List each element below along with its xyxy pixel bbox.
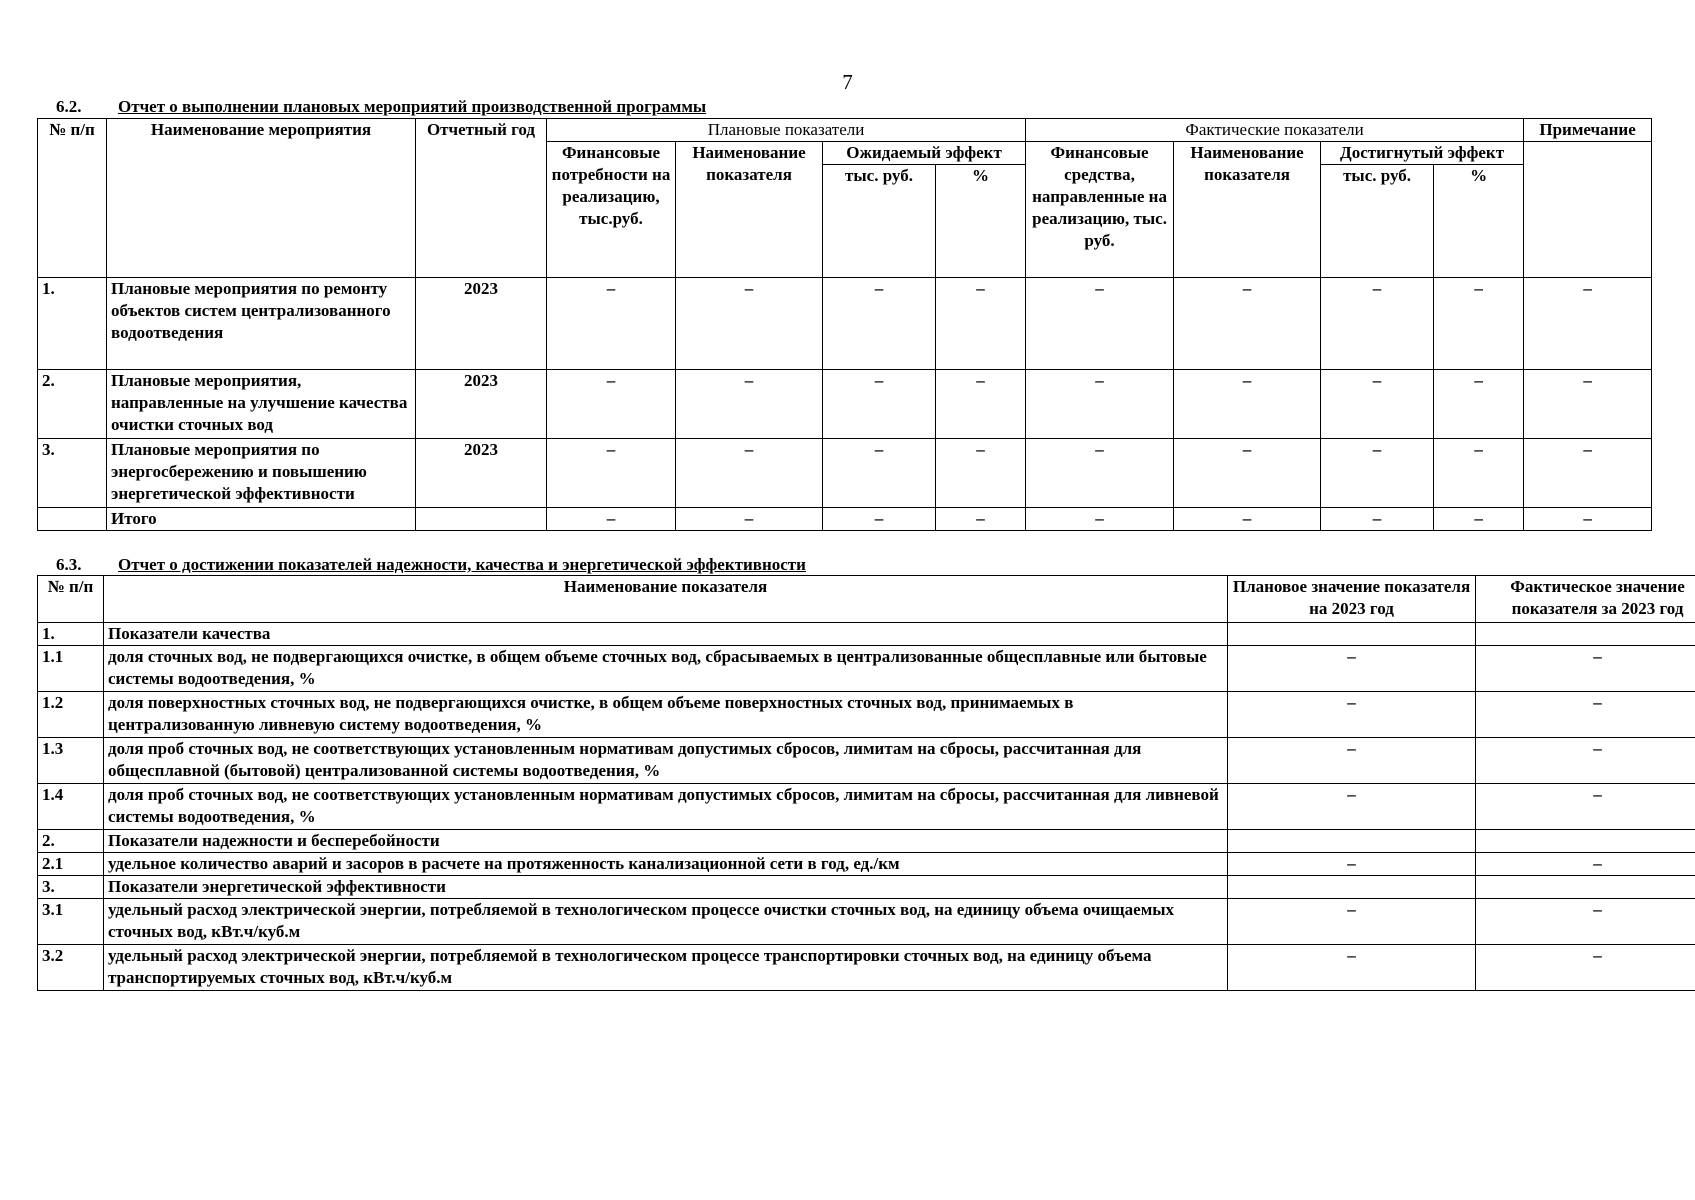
cell-value: – [936,370,1026,439]
row-plan [1228,623,1476,646]
cell-value: – [1174,508,1321,531]
row-indicator-name: доля проб сточных вод, не соответствующих установленным нормативам допустимых сбросов, лимитам на сбросы, рассчитанная для общесплавной (бытовой) централизованной системы водоотведения, % [104,738,1228,784]
cell-value: – [1321,278,1434,370]
header-expected-effect: Ожидаемый эффект [823,142,1026,165]
cell-value: – [936,439,1026,508]
header-fin-needs: Финансовые потребности на реализацию, тыс.руб. [547,142,676,278]
row-plan [1228,876,1476,899]
total-label: Итого [107,508,416,531]
header-num: № п/п [38,119,107,278]
row-plan: – [1228,899,1476,945]
table-row [38,646,1695,692]
row-indicator-name: удельный расход электрической энергии, потребляемой в технологическом процессе очистки сточных вод, на единицу объема очищаемых сточных вод, кВт.ч/куб.м [104,899,1228,945]
row-num: 2. [38,830,104,853]
row-activity-name: Плановые мероприятия по энергосбережению и повышению энергетической эффективности [107,439,416,508]
table-row [38,830,1695,853]
row-fact: – [1476,692,1695,738]
table-row [38,278,1652,370]
row-plan: – [1228,853,1476,876]
row-year: 2023 [416,439,547,508]
table-row [38,370,1652,439]
row-fact: – [1476,646,1695,692]
header-thousand-rub-fact: тыс. руб. [1321,165,1434,278]
cell-value: – [1174,278,1321,370]
header-num: № п/п [38,576,104,623]
table-row [38,692,1695,738]
section-62-number: 6.2. [56,97,82,116]
row-num: 1.4 [38,784,104,830]
cell-value: – [547,508,676,531]
row-fact [1476,830,1695,853]
cell-value: – [823,370,936,439]
row-plan: – [1228,738,1476,784]
row-indicator-name: Показатели качества [104,623,1228,646]
cell-value: – [1026,508,1174,531]
header-indicator-name: Наименование показателя [104,576,1228,623]
cell-value: – [823,508,936,531]
row-indicator-name: доля поверхностных сточных вод, не подвергающихся очистке, в общем объеме поверхностных сточных вод, принимаемых в централизованную ливневую систему водоотведения, % [104,692,1228,738]
header-note-empty [1524,142,1652,278]
cell-value: – [547,278,676,370]
total-num-empty [38,508,107,531]
cell-value: – [547,439,676,508]
total-row [38,508,1652,531]
header-planned: Плановые показатели [547,119,1026,142]
section-63-heading [56,555,806,575]
cell-value: – [1524,370,1652,439]
indicators-table [37,575,1695,991]
row-num: 1. [38,278,107,370]
cell-value: – [1434,508,1524,531]
row-year: 2023 [416,278,547,370]
row-plan: – [1228,945,1476,991]
header-achieved-effect: Достигнутый эффект [1321,142,1524,165]
row-indicator-name: доля проб сточных вод, не соответствующих установленным нормативам допустимых сбросов, лимитам на сбросы, рассчитанная для ливневой системы водоотведения, % [104,784,1228,830]
header-activity-name: Наименование мероприятия [107,119,416,278]
row-num: 3.2 [38,945,104,991]
row-num: 3. [38,439,107,508]
cell-value: – [1026,278,1174,370]
planned-activities-table [37,118,1652,531]
row-activity-name: Плановые мероприятия, направленные на улучшение качества очистки сточных вод [107,370,416,439]
header-planned-value: Плановое значение показателя на 2023 год [1228,576,1476,623]
page-number: 7 [842,70,853,94]
row-fact: – [1476,784,1695,830]
header-pct-plan: % [936,165,1026,278]
table-row [38,876,1695,899]
cell-value: – [1434,370,1524,439]
section-63-number: 6.3. [56,555,82,574]
cell-value: – [936,508,1026,531]
row-indicator-name: Показатели надежности и бесперебойности [104,830,1228,853]
row-indicator-name: доля сточных вод, не подвергающихся очистке, в общем объеме сточных вод, сбрасываемых в централизованные общесплавные или бытовые системы водоотведения, % [104,646,1228,692]
row-plan: – [1228,646,1476,692]
header-indicator-name-plan: Наименование показателя [676,142,823,278]
row-indicator-name: Показатели энергетической эффективности [104,876,1228,899]
cell-value: – [676,508,823,531]
row-year: 2023 [416,370,547,439]
cell-value: – [676,439,823,508]
row-num: 1.3 [38,738,104,784]
row-num: 3.1 [38,899,104,945]
cell-value: – [676,278,823,370]
cell-value: – [1524,508,1652,531]
cell-value: – [1524,278,1652,370]
row-plan [1228,830,1476,853]
table-row [38,853,1695,876]
cell-value: – [1434,278,1524,370]
section-63-title: Отчет о достижении показателей надежности, качества и энергетической эффективности [118,555,806,574]
row-activity-name: Плановые мероприятия по ремонту объектов систем централизованного водоотведения [107,278,416,370]
cell-value: – [1321,439,1434,508]
cell-value: – [1524,439,1652,508]
table-row [38,623,1695,646]
row-plan: – [1228,692,1476,738]
row-indicator-name: удельное количество аварий и засоров в расчете на протяженность канализационной сети в год, ед./км [104,853,1228,876]
section-62-title: Отчет о выполнении плановых мероприятий производственной программы [118,97,707,116]
header-actual-value: Фактическое значение показателя за 2023 год [1476,576,1695,623]
section-62-heading [56,97,706,117]
header-indicator-name-fact: Наименование показателя [1174,142,1321,278]
cell-value: – [823,439,936,508]
row-fact: – [1476,738,1695,784]
row-fact: – [1476,853,1695,876]
header-actual: Фактические показатели [1026,119,1524,142]
header-thousand-rub-plan: тыс. руб. [823,165,936,278]
cell-value: – [1434,439,1524,508]
header-report-year: Отчетный год [416,119,547,278]
cell-value: – [1026,439,1174,508]
header-fin-directed: Финансовые средства, направленные на реализацию, тыс. руб. [1026,142,1174,278]
row-num: 1.1 [38,646,104,692]
table-row [38,899,1695,945]
row-fact [1476,876,1695,899]
row-fact [1476,623,1695,646]
header-pct-fact: % [1434,165,1524,278]
cell-value: – [547,370,676,439]
table-row [38,784,1695,830]
row-num: 1. [38,623,104,646]
row-num: 1.2 [38,692,104,738]
table-row [38,439,1652,508]
cell-value: – [1026,370,1174,439]
cell-value: – [823,278,936,370]
cell-value: – [1174,439,1321,508]
row-num: 3. [38,876,104,899]
cell-value: – [676,370,823,439]
cell-value: – [1321,370,1434,439]
header-note: Примечание [1524,119,1652,142]
row-num: 2. [38,370,107,439]
table-row [38,945,1695,991]
total-year-empty [416,508,547,531]
row-fact: – [1476,945,1695,991]
row-indicator-name: удельный расход электрической энергии, потребляемой в технологическом процессе транспортировки сточных вод, на единицу объема транспортируемых сточных вод, кВт.ч/куб.м [104,945,1228,991]
row-plan: – [1228,784,1476,830]
cell-value: – [1174,370,1321,439]
row-fact: – [1476,899,1695,945]
row-num: 2.1 [38,853,104,876]
cell-value: – [1321,508,1434,531]
table-row [38,738,1695,784]
cell-value: – [936,278,1026,370]
